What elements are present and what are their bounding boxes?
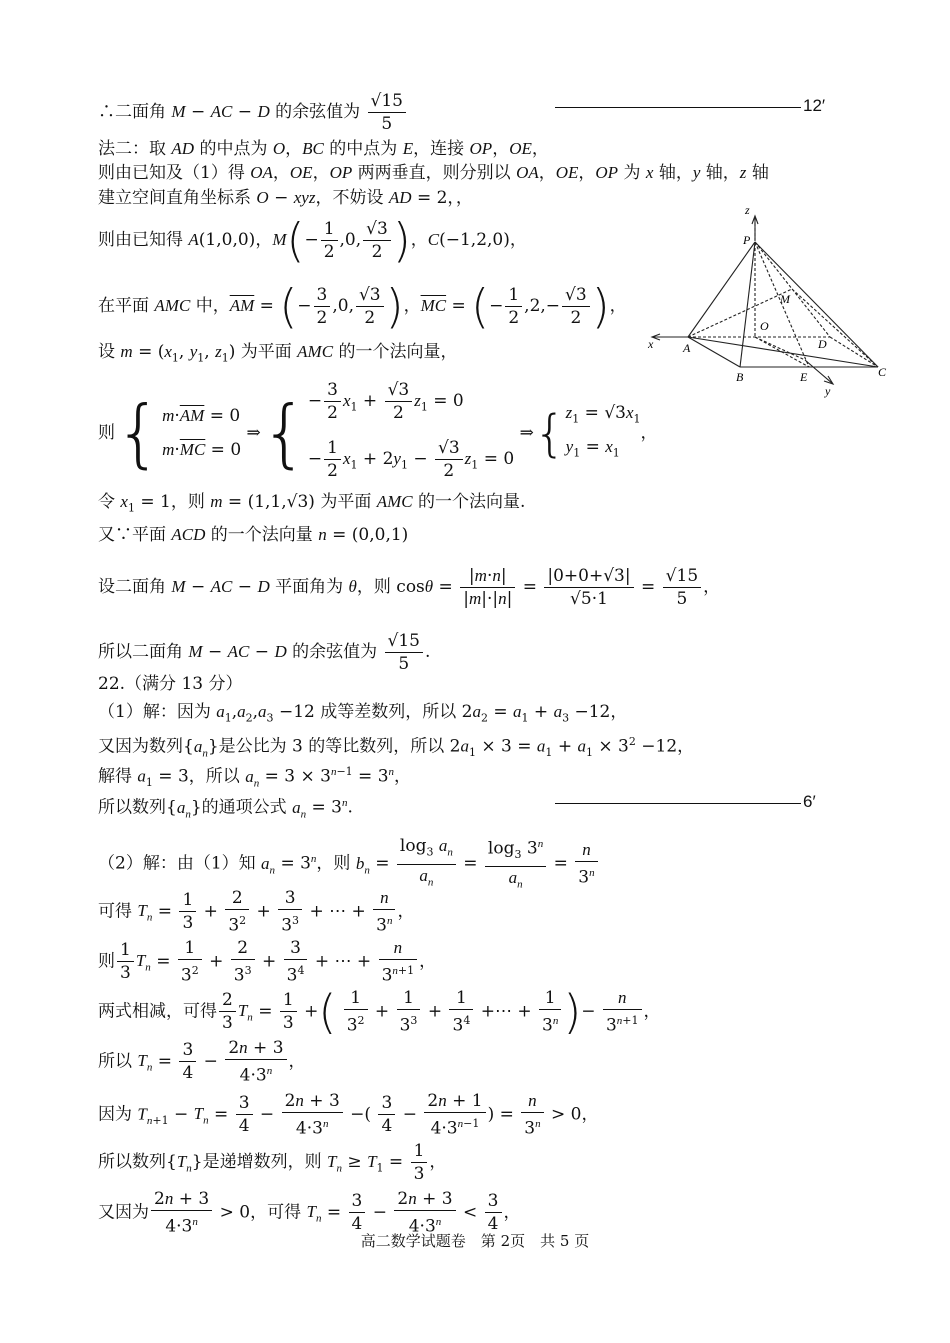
label-D: D — [818, 337, 827, 351]
line-12: 所以二面角 M − AC − D 的余弦值为 $\frac{√15}{5}$ . — [98, 631, 431, 674]
line-23: 因为 $T_{n+1} - T_n$ = $\frac{3}{4}$ − $\frac{2n + 3}{4\cdot 3^n}$ −( $\frac{3}{4}$ − $\frac{2n + 1}{4\cdot 3^{n-1}}$ ) = $\frac{n}{3^n}$ > 0， — [98, 1091, 599, 1139]
score-line-1 — [555, 107, 801, 108]
line-1: ∴二面角 M − AC − D 的余弦值为 $\frac{√15}{5}$ — [98, 90, 408, 135]
label-y: y — [825, 384, 831, 398]
label-M: M — [780, 292, 790, 306]
line-2: 法二：取 AD 的中点为 O，BC 的中点为 E，连接 OP，OE， — [98, 139, 549, 159]
line-17: 所以数列$\{a_n\}$的通项公式 $a_n = 3^n$. — [98, 797, 353, 821]
score-line-2 — [555, 803, 801, 804]
pyramid-figure — [640, 200, 900, 400]
page-footer: 高二数学试题卷 第 2页 共 5 页 — [360, 1232, 590, 1250]
line-14: （1）解：因为 $a_1,a_2,a_3 -12$ 成等差数列，所以 $2a_2 = a_1 + a_3 -12$， — [98, 702, 628, 725]
line-4: 建立空间直角坐标系 O − xyz，不妨设 AD = 2，， — [98, 188, 473, 208]
line-20: 则 $\frac{1}{3}$ $T_n$ = $\frac{1}{3^2}$ + $\frac{2}{3^3}$ + $\frac{3}{3^4}$ + ⋯ + $\frac{n}{3^{n+1}}$ ， — [98, 938, 437, 986]
label-A: A — [683, 341, 691, 355]
line-11: 设二面角 M − AC − D 平面角为 θ，则 cosθ = $\frac{|m\cdot n|}{|m|\cdot|n|}$ = $\frac{|0+0+√3|}{√5\cdot 1}$ = $\frac{√15}{5}$ ， — [98, 566, 721, 609]
line-18: （2）解：由（1）知 $a_n = 3^n$，则 $b_n$ = $\frac{\log_3 a_n}{a_n}$ = $\frac{\log_3 3^n}{a_n}$ = $\frac{n}{3^n}$ — [98, 833, 600, 895]
line-6: 在平面 AMC 中，$\overline{AM}$ = (− $\frac{3}{2}$ ,0, $\frac{√3}{2}$ )，$\overline{MC}$ = (− $\frac{1}{2}$ ,2,− $\frac{√3}{2}$ )， — [98, 279, 627, 334]
label-E: E — [800, 370, 808, 384]
label-z: z — [745, 203, 750, 217]
score-1: 12′ — [803, 96, 826, 115]
line-21: 两式相减，可得 $\frac{2}{3}$ $T_n$ = $\frac{1}{3}$ +( $\frac{1}{3^2}$ + $\frac{1}{3^3}$ + $\frac{1}{3^4}$ +⋯ + $\frac{1}{3^n}$ )− $\frac{n}{3^{n+1}}$ ， — [98, 984, 661, 1039]
line-5: 则由已知得 A(1,0,0)，M(− $\frac{1}{2}$ ,0, $\frac{√3}{2}$ )，C(−1,2,0)， — [98, 213, 527, 268]
label-P: P — [743, 233, 751, 247]
line-15: 又因为数列$\{a_n\}$是公比为 3 的等比数列，所以 $2a_1 \times 3 = a_1 + a_1 \times 3^2 -12$， — [98, 735, 695, 760]
line-22: 所以 $T_n$ = $\frac{3}{4}$ − $\frac{2n + 3}{4\cdot 3^n}$ ， — [98, 1038, 306, 1086]
line-10: 又∵平面 ACD 的一个法向量 n = (0,0,1) — [98, 525, 409, 545]
line-7: 设 $m = (x_1$, $y_1$, $z_1$) 为平面 AMC 的一个法向量， — [98, 342, 458, 365]
line-24: 所以数列$\{T_n\}$是递增数列，则 $T_n \ge T_1$ = $\frac{1}{3}$ ， — [98, 1141, 447, 1184]
line-8: 则{$m\cdot\overline{AM} = 0$ $m\cdot\overline{MC} = 0$ ⇒{− $\frac{3}{2}$ $x_1$ + $\frac{√3}{2}$ $z_1 = 0$ − $\frac{1}{2}$ $x_1 + 2y_1$ − $\frac{√3}{2}$ $z_1 = 0$ $\Rightarrow\{z_1 = √3x_1$ $y_1 = x_1$， — [98, 380, 658, 482]
label-x: x — [648, 337, 654, 351]
label-B: B — [736, 370, 744, 384]
line-3: 则由已知及（1）得 OA，OE，OP 两两垂直，则分别以 OA，OE，OP 为 x 轴，y 轴，z 轴 — [98, 163, 769, 183]
label-C: C — [878, 365, 887, 379]
line-25: 又因为 $\frac{2n + 3}{4\cdot 3^n}$ > 0，可得 $T_n$ = $\frac{3}{4}$ − $\frac{2n + 3}{4\cdot 3^n}$ < $\frac{3}{4}$ ， — [98, 1189, 521, 1237]
line-13: 22.（满分 13 分） — [98, 674, 243, 694]
line-19: 可得 $T_n$ = $\frac{1}{3}$ + $\frac{2}{3^2}$ + $\frac{3}{3^3}$ + ⋯ + $\frac{n}{3^n}$ ， — [98, 888, 415, 936]
line-9: 令 $x_1 = 1$，则 m = (1,1,√3) 为平面 AMC 的一个法向量. — [98, 492, 526, 515]
line-16: 解得 $a_1 = 3$，所以 $a_n = 3 \times 3^{n-1} = 3^n$， — [98, 765, 412, 790]
score-2: 6′ — [803, 792, 816, 811]
label-O: O — [760, 319, 769, 333]
